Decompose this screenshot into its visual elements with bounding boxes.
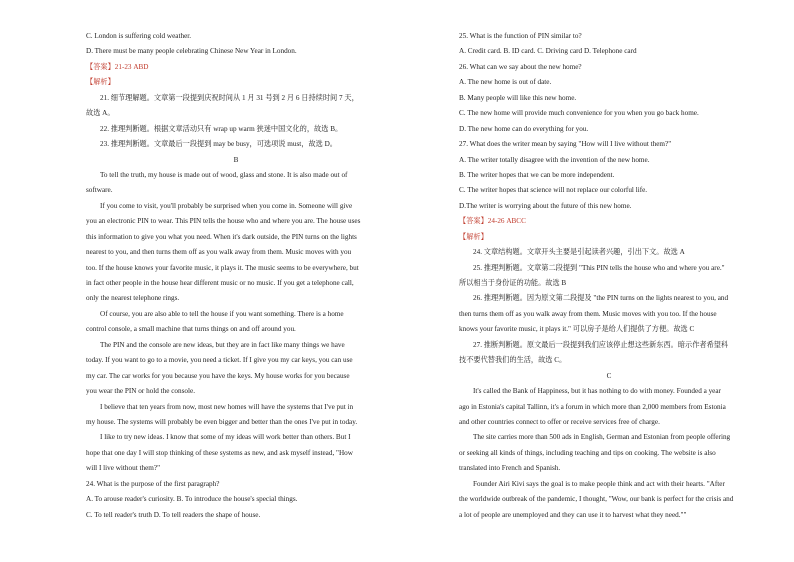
right-line: C. The writer hopes that science will not replace our colorful life.	[459, 186, 648, 195]
right-line: 24. 文章结构题。文章开头主要是引起读者兴趣，引出下文。故选 A	[473, 248, 685, 257]
right-line: a lot of people are unemployed and they can use it to harvest what they need.""	[459, 510, 687, 519]
left-line: you an electronic PIN to wear. This PIN tells the house who and where you are. The house uses	[86, 217, 361, 226]
right-line: 27. What does the writer mean by saying "How will I live without them?"	[459, 140, 672, 149]
left-line: today. If you want to go to a movie, you need a ticket. If I give you my car keys, you can use	[86, 356, 353, 365]
right-line: 25. What is the function of PIN similar to?	[459, 32, 582, 40]
left-line: my car. The car works for you because you have the keys. My house works for you because	[86, 371, 350, 380]
right-line: D. The new home can do everything for you.	[459, 124, 589, 133]
left-line: 21. 细节理解题。文章第一段提到庆祝时间从 1 月 31 号到 2 月 6 日持续时间 7 天，	[100, 93, 359, 102]
left-line: The PIN and the console are new ideas, but they are in fact like many things we have	[100, 340, 345, 349]
right-line: 26. 推理判断题。因为原文第二段提及 "the PIN turns on the lights nearest to you, and	[473, 294, 729, 303]
right-line: D.The writer is worrying about the future of this new home.	[459, 201, 632, 210]
left-line: only the nearest telephone rings.	[86, 294, 180, 303]
left-line: To tell the truth, my house is made out of wood, glass and stone. It is also made out of	[100, 170, 348, 179]
right-section-heading: C	[606, 371, 612, 380]
left-line: my house. The systems will probably be even bigger and better than the ones I've put in today.	[86, 417, 358, 426]
right-line: The site carries more than 500 ads in English, German and Estonian from people offering	[473, 433, 731, 442]
left-line: If you come to visit, you'll probably be surprised when you come in. Someone will give	[100, 201, 353, 210]
left-line: 24. What is the purpose of the first paragraph?	[86, 479, 220, 488]
right-line: 27. 推断判断题。原文最后一段提到我们应该停止想这些新东西。暗示作者希望科	[473, 340, 729, 349]
left-line: C. To tell reader's truth D. To tell readers the shape of house.	[86, 510, 261, 519]
left-line: I believe that ten years from now, most new homes will have the systems that I've put in	[100, 402, 354, 411]
left-section-heading: B	[233, 155, 239, 164]
left-line: A. To arouse reader's curiosity. B. To introduce the house's special things.	[86, 495, 298, 504]
right-answer-key: 【答案】24-26 ABCC	[459, 217, 526, 226]
right-line: B. The writer hopes that we can be more independent.	[459, 170, 615, 179]
left-analysis-heading: 【解析】	[86, 78, 115, 87]
right-line: It's called the Bank of Happiness, but it has nothing to do with money. Founded a year	[473, 387, 721, 396]
left-line: 23. 推理判断题。文章最后一段提到 may be busy，可选项说 must，故选 D。	[100, 140, 337, 149]
right-line: A. The new home is out of date.	[459, 78, 552, 87]
right-line: A. The writer totally disagree with the invention of the new home.	[459, 155, 650, 164]
right-line: the worldwide outbreak of the pandemic, I thought, "Wow, our bank is perfect for the crisis and	[459, 495, 734, 504]
left-line: you wear the PIN or hold the console.	[86, 387, 195, 396]
right-line: and other countries connect to offer or receive services free of charge.	[459, 417, 660, 426]
left-line: Of course, you are also able to tell the house if you want something. There is a home	[100, 309, 344, 318]
left-line: in fact other people in the house hear different music or no music. If you get a telephone call,	[86, 279, 354, 287]
left-line: C. London is suffering cold weather.	[86, 32, 192, 40]
left-line: 22. 推理判断题。根据文章活动只有 wrap up warm 狭迷中国文化的，故选 B。	[100, 124, 343, 133]
left-line: software.	[86, 186, 113, 195]
right-line: 25. 推理判断题。文章第二段提到 "This PIN tells the house who and where you are."	[473, 263, 725, 272]
left-text-column	[86, 29, 386, 523]
right-line: C. The new home will provide much convenience for you when you go back home.	[459, 109, 699, 118]
left-line: control console, a small machine that turns things on and off around you.	[86, 325, 296, 334]
right-line: Founder Airi Kivi says the goal is to make people think and act with their hearts. "After	[473, 479, 725, 488]
right-line: knows your favorite music, it plays it." 可以房子是给人们提供了方便。故选 C	[459, 325, 695, 334]
left-line: this information to give you what you need. When it's dark outside, the PIN turns on the lights	[86, 232, 357, 241]
right-line: translated into French and Spanish.	[459, 464, 561, 473]
right-text-column	[459, 29, 759, 523]
left-line: hope that one day I will stop thinking of these systems as new, and ask myself instead, "How	[86, 448, 353, 457]
right-line: B. Many people will like this new home.	[459, 93, 577, 102]
right-line: 技不要代替我们的生活，故选 C。	[459, 356, 567, 365]
left-line: nearest to you, and then turns them off as you walk away from them. Music moves with you	[86, 248, 352, 257]
right-line: then turns them off as you walk away from them. Music moves with you too. If the house	[459, 309, 717, 318]
left-answer-key: 【答案】21-23 ABD	[86, 62, 149, 71]
left-line: I like to try new ideas. I know that some of my ideas will work better than others. But I	[100, 433, 351, 442]
right-line: 所以相当于身份证的功能。故选 B	[459, 279, 567, 287]
left-line: 故选 A。	[86, 109, 115, 118]
left-line: will I live without them?"	[86, 464, 160, 473]
left-line: D. There must be many people celebrating Chinese New Year in London.	[86, 47, 297, 56]
right-line: A. Credit card. B. ID card. C. Driving card D. Telephone card	[459, 47, 637, 56]
right-analysis-heading: 【解析】	[459, 232, 488, 241]
left-line: too. If the house knows your favorite music, it plays it. The music seems to be everywhere, but	[86, 263, 359, 272]
right-line: ago in Estonia's capital Tallinn, it's a forum in which more than 2,000 members from Estonia	[459, 402, 726, 411]
right-line: 26. What can we say about the new home?	[459, 62, 582, 71]
right-line: or seeking all kinds of things, including teaching and tips on cooking. The website is also	[459, 448, 716, 457]
